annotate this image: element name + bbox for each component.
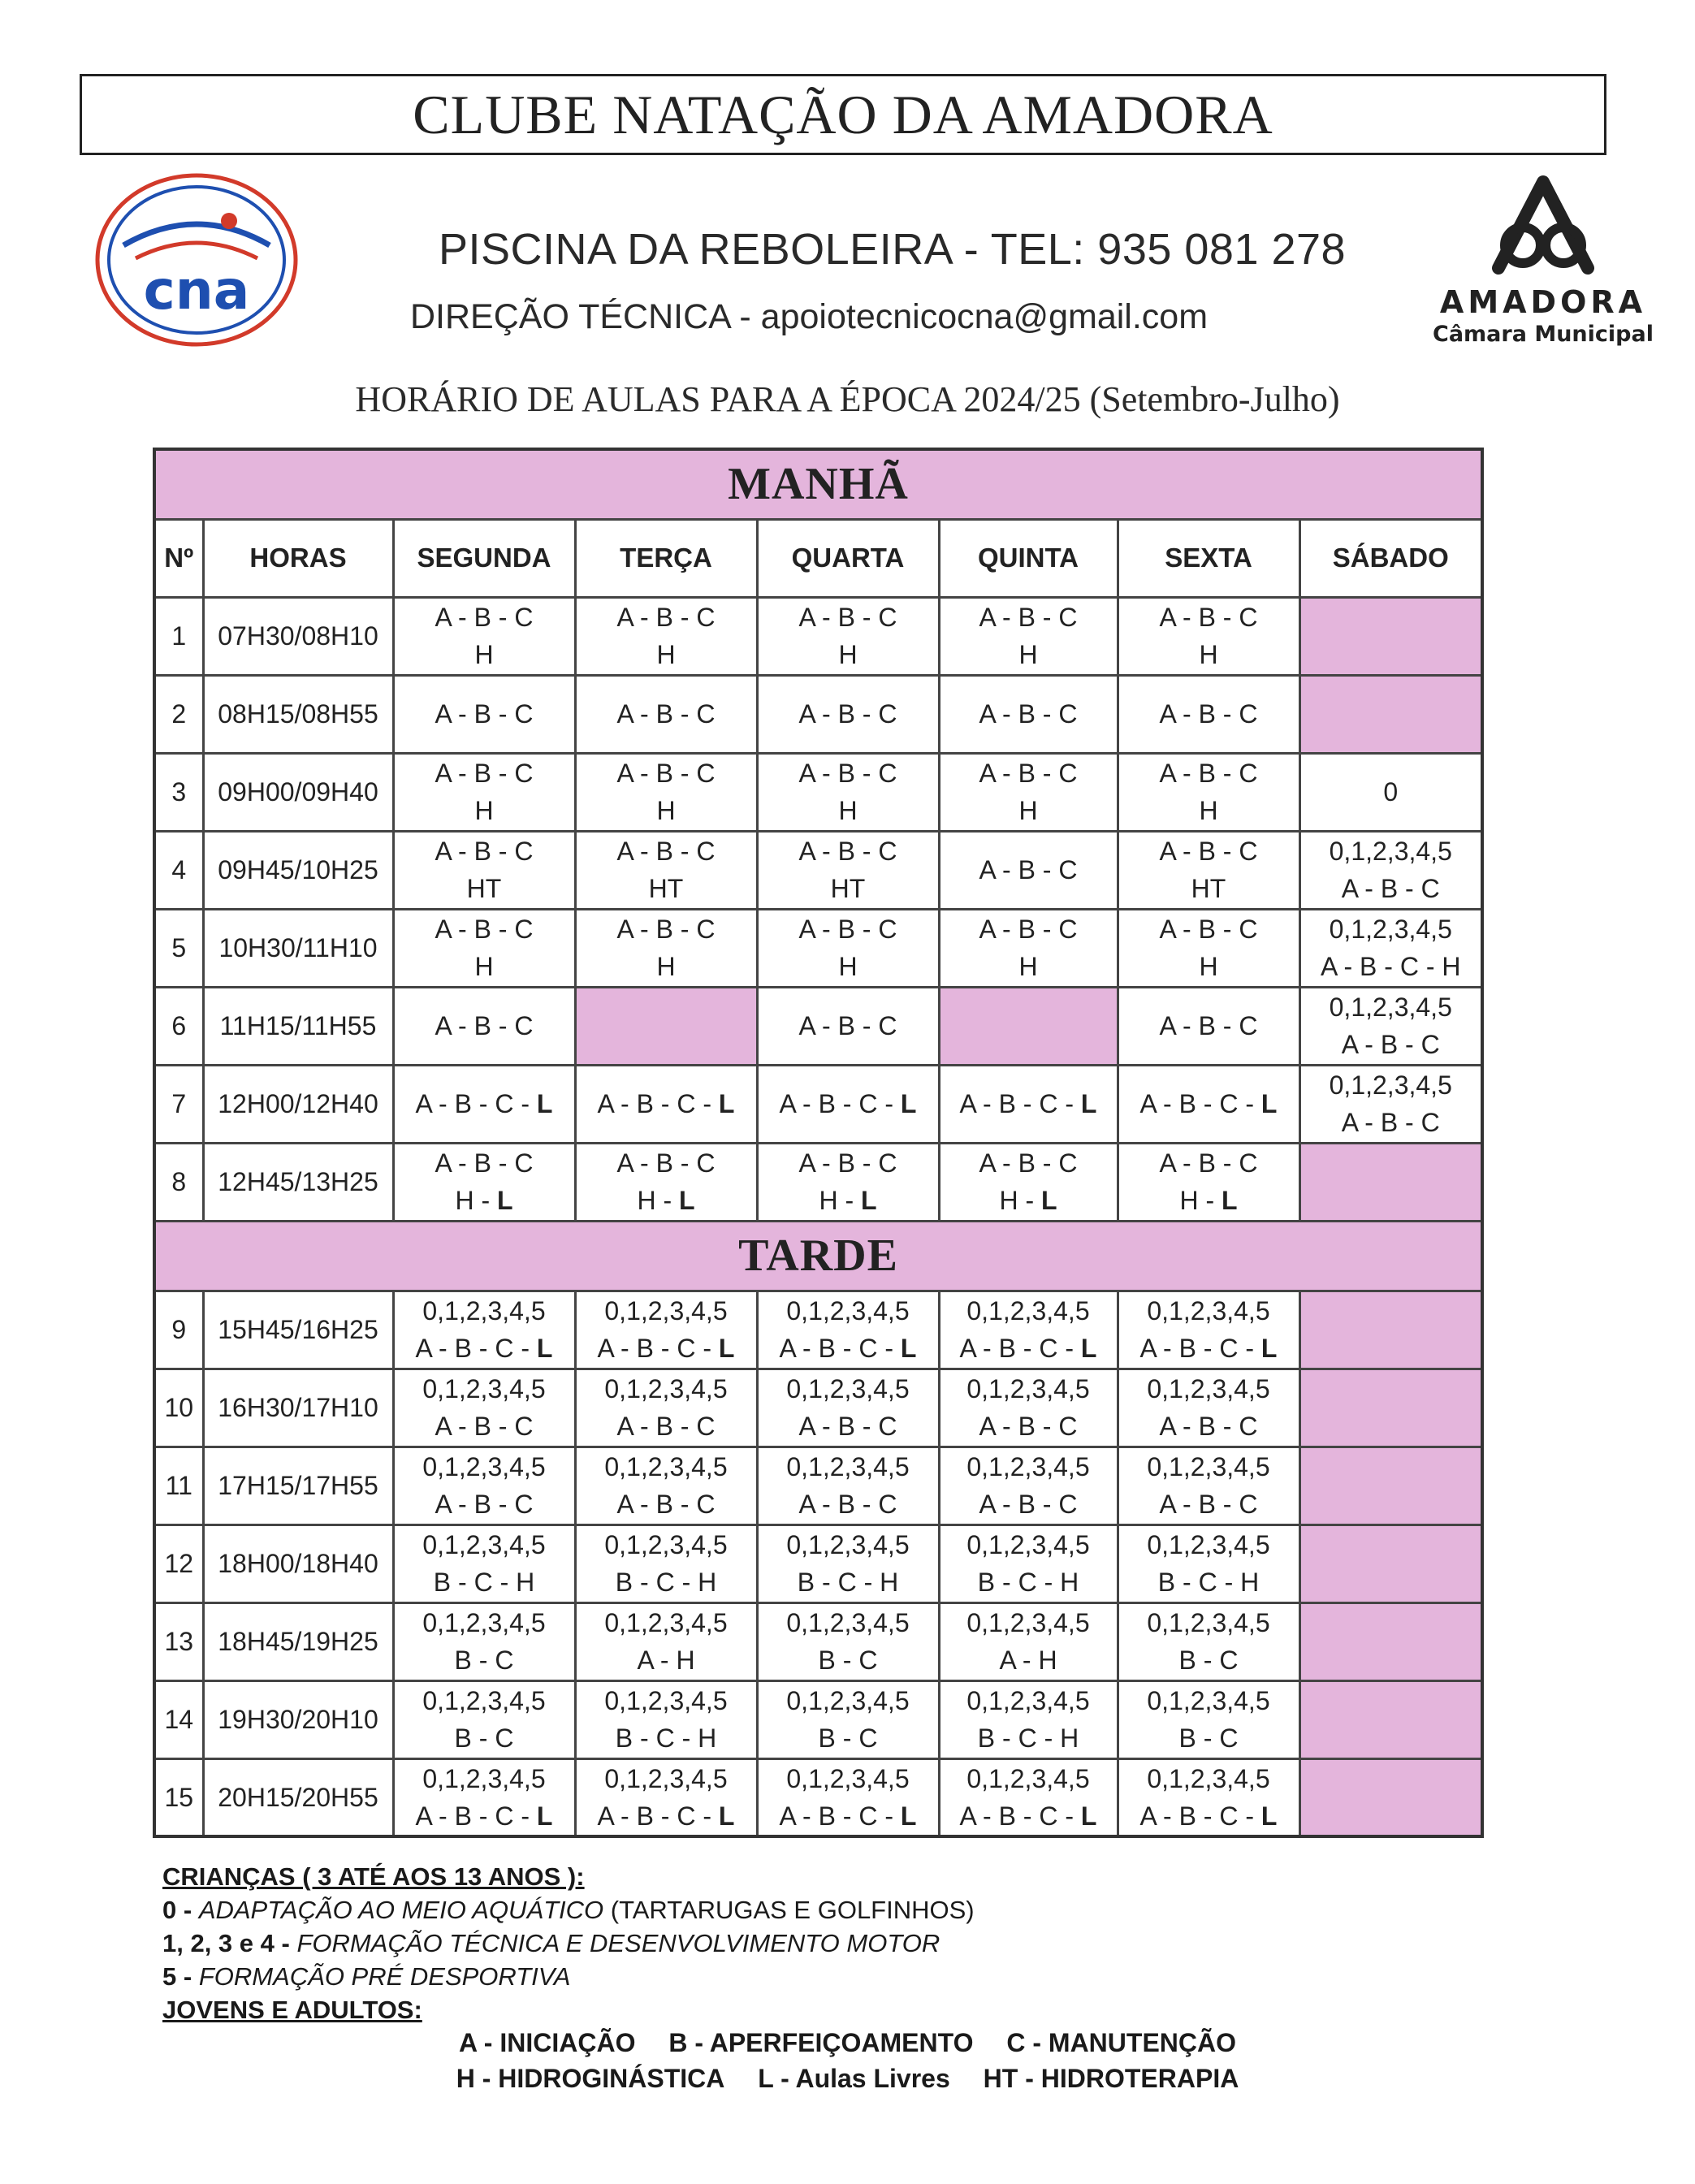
class-codes: A - B - C - L xyxy=(415,1089,553,1118)
schedule-cell xyxy=(939,1369,1118,1447)
class-codes: 0,1,2,3,4,5 A - B - C xyxy=(1147,1452,1270,1519)
class-codes: A - B - C xyxy=(435,699,534,729)
class-codes: 0,1,2,3,4,5 A - B - C xyxy=(966,1452,1090,1519)
schedule-cell xyxy=(393,987,575,1065)
amadora-emblem-icon xyxy=(1482,171,1604,276)
class-codes: 0,1,2,3,4,5 B - C - H xyxy=(604,1686,728,1753)
row-number: 7 xyxy=(154,1065,203,1143)
schedule-cell xyxy=(1299,1143,1482,1221)
schedule-cell xyxy=(939,909,1118,987)
row-hours: 09H00/09H40 xyxy=(203,753,393,831)
class-codes: A - B - C xyxy=(1159,699,1258,729)
class-codes: 0,1,2,3,4,5 A - B - C xyxy=(966,1374,1090,1441)
class-codes: A - B - C H xyxy=(798,915,897,981)
schedule-cell xyxy=(1118,597,1299,675)
cna-logo xyxy=(91,171,302,349)
section-morning: MANHÃ xyxy=(154,449,1482,519)
row-hours: 12H00/12H40 xyxy=(203,1065,393,1143)
schedule-row xyxy=(154,1602,1482,1680)
row-number: 12 xyxy=(154,1524,203,1602)
schedule-cell xyxy=(757,909,939,987)
amadora-logo xyxy=(1429,171,1657,365)
class-codes: 0,1,2,3,4,5 A - B - C - L xyxy=(959,1763,1097,1831)
schedule-row xyxy=(154,1758,1482,1836)
col-header-monday: SEGUNDA xyxy=(393,519,575,597)
schedule-cell xyxy=(1118,1291,1299,1369)
club-title-box xyxy=(80,74,1606,155)
legend-a: A - INICIAÇÃO xyxy=(458,2028,636,2057)
legend-item-5: 5 - FORMAÇÃO PRÉ DESPORTIVA xyxy=(162,1962,571,1991)
class-codes: A - B - C H - L xyxy=(979,1148,1078,1215)
direction-contact-line: DIREÇÃO TÉCNICA - apoiotecnicocna@gmail.com xyxy=(410,297,1209,336)
class-codes: A - B - C HT xyxy=(1159,837,1258,903)
col-header-saturday: SÁBADO xyxy=(1299,519,1482,597)
class-codes: 0,1,2,3,4,5 A - B - C xyxy=(604,1452,728,1519)
class-codes: A - B - C xyxy=(979,855,1078,884)
schedule-row xyxy=(154,753,1482,831)
class-codes: 0,1,2,3,4,5 A - B - C - L xyxy=(415,1296,553,1363)
schedule-cell xyxy=(757,831,939,909)
schedule-cell xyxy=(757,1524,939,1602)
schedule-cell xyxy=(575,1758,757,1836)
class-codes: 0,1,2,3,4,5 A - B - C - H xyxy=(1321,915,1461,981)
schedule-cell xyxy=(939,1447,1118,1524)
schedule-cell xyxy=(939,831,1118,909)
schedule-cell xyxy=(1299,987,1482,1065)
section-afternoon: TARDE xyxy=(154,1221,1482,1291)
schedule-cell xyxy=(575,1602,757,1680)
schedule-cell xyxy=(393,1065,575,1143)
class-codes: 0,1,2,3,4,5 B - C xyxy=(786,1686,910,1753)
schedule-cell xyxy=(1299,1524,1482,1602)
schedule-cell xyxy=(393,597,575,675)
schedule-cell xyxy=(1118,1758,1299,1836)
schedule-cell xyxy=(393,1447,575,1524)
schedule-cell xyxy=(575,987,757,1065)
schedule-cell xyxy=(939,1680,1118,1758)
class-codes: 0,1,2,3,4,5 A - B - C xyxy=(1329,1070,1452,1137)
row-number: 9 xyxy=(154,1291,203,1369)
class-codes: A - B - C xyxy=(1159,1011,1258,1040)
class-codes: A - B - C - L xyxy=(959,1089,1097,1118)
row-hours: 07H30/08H10 xyxy=(203,597,393,675)
class-codes: 0,1,2,3,4,5 B - C xyxy=(1147,1686,1270,1753)
schedule-cell xyxy=(575,675,757,753)
row-hours: 15H45/16H25 xyxy=(203,1291,393,1369)
schedule-cell xyxy=(757,1291,939,1369)
schedule-cell xyxy=(1118,1143,1299,1221)
class-codes: 0,1,2,3,4,5 B - C xyxy=(422,1686,546,1753)
row-hours: 08H15/08H55 xyxy=(203,675,393,753)
class-codes: 0,1,2,3,4,5 A - B - C - L xyxy=(597,1763,735,1831)
row-number: 1 xyxy=(154,597,203,675)
class-codes: 0,1,2,3,4,5 A - B - C - L xyxy=(1139,1296,1278,1363)
class-codes: A - B - C - L xyxy=(597,1089,735,1118)
legend-ht: HT - HIDROTERAPIA xyxy=(983,2064,1239,2093)
class-codes: A - B - C H - L xyxy=(798,1148,897,1215)
class-codes: 0,1,2,3,4,5 A - B - C - L xyxy=(1139,1763,1278,1831)
schedule-cell xyxy=(757,1447,939,1524)
schedule-cell xyxy=(1299,1758,1482,1836)
schedule-row xyxy=(154,675,1482,753)
row-hours: 18H00/18H40 xyxy=(203,1524,393,1602)
row-number: 4 xyxy=(154,831,203,909)
schedule-row xyxy=(154,1369,1482,1447)
class-codes: A - B - C H xyxy=(979,603,1078,669)
class-codes: 0,1,2,3,4,5 A - B - C - L xyxy=(779,1763,917,1831)
schedule-cell xyxy=(1118,909,1299,987)
schedule-cell xyxy=(1118,1680,1299,1758)
row-number: 3 xyxy=(154,753,203,831)
class-codes: 0,1,2,3,4,5 A - B - C - L xyxy=(597,1296,735,1363)
schedule-cell xyxy=(393,909,575,987)
class-codes: A - B - C - L xyxy=(779,1089,917,1118)
class-codes: A - B - C H xyxy=(435,603,534,669)
schedule-cell xyxy=(1118,675,1299,753)
schedule-cell xyxy=(757,1758,939,1836)
class-codes: 0,1,2,3,4,5 B - C - H xyxy=(1147,1530,1270,1597)
schedule-cell xyxy=(757,675,939,753)
schedule-cell xyxy=(393,753,575,831)
class-codes: 0,1,2,3,4,5 B - C xyxy=(1147,1608,1270,1675)
schedule-cell xyxy=(1118,1602,1299,1680)
schedule-row xyxy=(154,1447,1482,1524)
row-number: 2 xyxy=(154,675,203,753)
club-title: CLUBE NATAÇÃO DA AMADORA xyxy=(413,83,1273,145)
legend-adults xyxy=(0,2025,1695,2096)
cna-logo-text: cna xyxy=(143,259,250,322)
schedule-cell xyxy=(939,675,1118,753)
row-hours: 17H15/17H55 xyxy=(203,1447,393,1524)
col-header-hours: HORAS xyxy=(203,519,393,597)
class-codes: A - B - C H xyxy=(798,603,897,669)
class-codes: A - B - C H xyxy=(435,915,534,981)
class-codes: A - B - C H xyxy=(798,759,897,825)
class-codes: 0,1,2,3,4,5 A - B - C xyxy=(786,1452,910,1519)
schedule-cell xyxy=(393,675,575,753)
class-codes: A - B - C HT xyxy=(435,837,534,903)
class-codes: 0,1,2,3,4,5 B - C - H xyxy=(422,1530,546,1597)
class-codes: A - B - C H xyxy=(616,759,716,825)
col-header-number: Nº xyxy=(154,519,203,597)
class-codes: A - B - C H - L xyxy=(435,1148,534,1215)
class-codes: A - B - C H - L xyxy=(616,1148,716,1215)
class-codes: 0,1,2,3,4,5 A - B - C xyxy=(786,1374,910,1441)
class-codes: A - B - C HT xyxy=(798,837,897,903)
schedule-cell xyxy=(757,1602,939,1680)
schedule-cell xyxy=(575,1065,757,1143)
schedule-cell xyxy=(939,1065,1118,1143)
schedule-cell xyxy=(393,1291,575,1369)
legend-adults-title: JOVENS E ADULTOS: xyxy=(162,1996,422,2024)
schedule-cell xyxy=(393,1369,575,1447)
row-number: 11 xyxy=(154,1447,203,1524)
schedule-cell xyxy=(575,1447,757,1524)
schedule-cell xyxy=(575,1291,757,1369)
class-codes: 0,1,2,3,4,5 A - B - C xyxy=(1329,993,1452,1059)
col-header-tuesday: TERÇA xyxy=(575,519,757,597)
schedule-cell xyxy=(575,1680,757,1758)
legend-adults-row-2 xyxy=(0,2061,1695,2096)
schedule-cell xyxy=(1118,1369,1299,1447)
row-number: 5 xyxy=(154,909,203,987)
schedule-cell xyxy=(1299,1291,1482,1369)
schedule-cell xyxy=(393,1524,575,1602)
schedule-cell xyxy=(939,1143,1118,1221)
schedule-row xyxy=(154,1524,1482,1602)
col-header-wednesday: QUARTA xyxy=(757,519,939,597)
class-codes: 0 xyxy=(1383,777,1399,807)
class-codes: 0,1,2,3,4,5 A - H xyxy=(966,1608,1090,1675)
schedule-cell xyxy=(575,909,757,987)
schedule-cell xyxy=(757,1065,939,1143)
schedule-cell xyxy=(757,597,939,675)
schedule-cell xyxy=(1299,1369,1482,1447)
row-hours: 18H45/19H25 xyxy=(203,1602,393,1680)
col-header-thursday: QUINTA xyxy=(939,519,1118,597)
schedule-cell xyxy=(939,1602,1118,1680)
legend-adults-row-1 xyxy=(0,2025,1695,2061)
class-codes: 0,1,2,3,4,5 B - C - H xyxy=(966,1686,1090,1753)
schedule-cell xyxy=(393,831,575,909)
schedule-row xyxy=(154,831,1482,909)
schedule-cell xyxy=(575,1524,757,1602)
legend-c: C - MANUTENÇÃO xyxy=(1006,2028,1236,2057)
class-codes: 0,1,2,3,4,5 A - B - C - L xyxy=(959,1296,1097,1363)
legend xyxy=(162,1860,975,2026)
schedule-cell xyxy=(757,987,939,1065)
schedule-cell xyxy=(575,1143,757,1221)
schedule-cell xyxy=(1299,831,1482,909)
class-codes: A - B - C H xyxy=(1159,759,1258,825)
row-hours: 19H30/20H10 xyxy=(203,1680,393,1758)
legend-l: L - Aulas Livres xyxy=(758,2064,950,2093)
schedule-cell xyxy=(393,1680,575,1758)
schedule-row xyxy=(154,1291,1482,1369)
row-hours: 20H15/20H55 xyxy=(203,1758,393,1836)
class-codes: 0,1,2,3,4,5 A - B - C xyxy=(1147,1374,1270,1441)
schedule-cell xyxy=(757,1143,939,1221)
schedule-cell xyxy=(1118,831,1299,909)
schedule-row xyxy=(154,597,1482,675)
season-title: HORÁRIO DE AULAS PARA A ÉPOCA 2024/25 (Setembro-Julho) xyxy=(355,379,1340,419)
class-codes: A - B - C xyxy=(979,699,1078,729)
schedule-cell xyxy=(757,1369,939,1447)
schedule-row xyxy=(154,987,1482,1065)
schedule-cell xyxy=(1299,1065,1482,1143)
legend-item-0: 0 - ADAPTAÇÃO AO MEIO AQUÁTICO (TARTARUGAS E GOLFINHOS) xyxy=(162,1896,975,1924)
schedule-cell xyxy=(1299,1680,1482,1758)
class-codes: 0,1,2,3,4,5 A - B - C - L xyxy=(415,1763,553,1831)
schedule-table xyxy=(153,448,1484,1838)
class-codes: A - B - C xyxy=(435,1011,534,1040)
schedule-cell xyxy=(575,1369,757,1447)
row-number: 10 xyxy=(154,1369,203,1447)
col-header-friday: SEXTA xyxy=(1118,519,1299,597)
schedule-cell xyxy=(393,1602,575,1680)
class-codes: A - B - C H xyxy=(616,603,716,669)
cna-logo-graphic xyxy=(91,171,302,349)
schedule-cell xyxy=(575,753,757,831)
schedule-row xyxy=(154,1065,1482,1143)
class-codes: A - B - C xyxy=(798,1011,897,1040)
schedule-cell xyxy=(393,1143,575,1221)
schedule-row xyxy=(154,1143,1482,1221)
schedule-cell xyxy=(939,987,1118,1065)
schedule-cell xyxy=(1118,987,1299,1065)
class-codes: 0,1,2,3,4,5 A - B - C xyxy=(1329,837,1452,903)
class-codes: 0,1,2,3,4,5 A - B - C - L xyxy=(779,1296,917,1363)
row-hours: 16H30/17H10 xyxy=(203,1369,393,1447)
class-codes: 0,1,2,3,4,5 B - C - H xyxy=(604,1530,728,1597)
schedule-row xyxy=(154,1680,1482,1758)
schedule-cell xyxy=(1299,597,1482,675)
class-codes: 0,1,2,3,4,5 B - C xyxy=(422,1608,546,1675)
row-hours: 09H45/10H25 xyxy=(203,831,393,909)
amadora-subtitle: Câmara Municipal xyxy=(1433,322,1654,347)
legend-children-title: CRIANÇAS ( 3 ATÉ AOS 13 ANOS ): xyxy=(162,1862,585,1891)
row-hours: 11H15/11H55 xyxy=(203,987,393,1065)
schedule-cell xyxy=(1299,1447,1482,1524)
class-codes: A - B - C - L xyxy=(1139,1089,1278,1118)
schedule-cell xyxy=(1118,1524,1299,1602)
class-codes: A - B - C xyxy=(798,699,897,729)
schedule-cell xyxy=(939,1291,1118,1369)
class-codes: A - B - C H xyxy=(435,759,534,825)
class-codes: A - B - C H - L xyxy=(1159,1148,1258,1215)
row-number: 14 xyxy=(154,1680,203,1758)
class-codes: A - B - C H xyxy=(1159,603,1258,669)
class-codes: A - B - C xyxy=(616,699,716,729)
schedule-cell xyxy=(939,597,1118,675)
schedule-cell xyxy=(1299,1602,1482,1680)
schedule-row xyxy=(154,909,1482,987)
schedule-cell xyxy=(939,753,1118,831)
class-codes: 0,1,2,3,4,5 B - C - H xyxy=(786,1530,910,1597)
schedule-cell xyxy=(939,1524,1118,1602)
schedule-cell xyxy=(1118,753,1299,831)
class-codes: 0,1,2,3,4,5 A - B - C xyxy=(422,1452,546,1519)
schedule-cell xyxy=(1118,1447,1299,1524)
row-number: 6 xyxy=(154,987,203,1065)
class-codes: A - B - C H xyxy=(1159,915,1258,981)
class-codes: A - B - C HT xyxy=(616,837,716,903)
row-number: 13 xyxy=(154,1602,203,1680)
class-codes: 0,1,2,3,4,5 A - H xyxy=(604,1608,728,1675)
class-codes: A - B - C H xyxy=(979,915,1078,981)
schedule-cell xyxy=(1118,1065,1299,1143)
schedule-cell xyxy=(939,1758,1118,1836)
class-codes: 0,1,2,3,4,5 B - C xyxy=(786,1608,910,1675)
schedule-cell xyxy=(393,1758,575,1836)
class-codes: 0,1,2,3,4,5 A - B - C xyxy=(604,1374,728,1441)
row-hours: 12H45/13H25 xyxy=(203,1143,393,1221)
pool-contact-line: PISCINA DA REBOLEIRA - TEL: 935 081 278 xyxy=(439,225,1347,274)
legend-item-1-4: 1, 2, 3 e 4 - FORMAÇÃO TÉCNICA E DESENVOLVIMENTO MOTOR xyxy=(162,1929,940,1957)
class-codes: 0,1,2,3,4,5 A - B - C xyxy=(422,1374,546,1441)
class-codes: A - B - C H xyxy=(979,759,1078,825)
legend-b: B - APERFEIÇOAMENTO xyxy=(668,2028,974,2057)
schedule-cell xyxy=(1299,675,1482,753)
schedule-cell xyxy=(757,1680,939,1758)
legend-h: H - HIDROGINÁSTICA xyxy=(456,2064,725,2093)
amadora-name: AMADORA xyxy=(1439,284,1647,320)
row-number: 15 xyxy=(154,1758,203,1836)
schedule-cell xyxy=(1299,909,1482,987)
schedule-cell xyxy=(575,597,757,675)
class-codes: 0,1,2,3,4,5 B - C - H xyxy=(966,1530,1090,1597)
schedule-cell xyxy=(1299,753,1482,831)
row-hours: 10H30/11H10 xyxy=(203,909,393,987)
class-codes: A - B - C H xyxy=(616,915,716,981)
schedule-cell xyxy=(757,753,939,831)
schedule-cell xyxy=(575,831,757,909)
row-number: 8 xyxy=(154,1143,203,1221)
